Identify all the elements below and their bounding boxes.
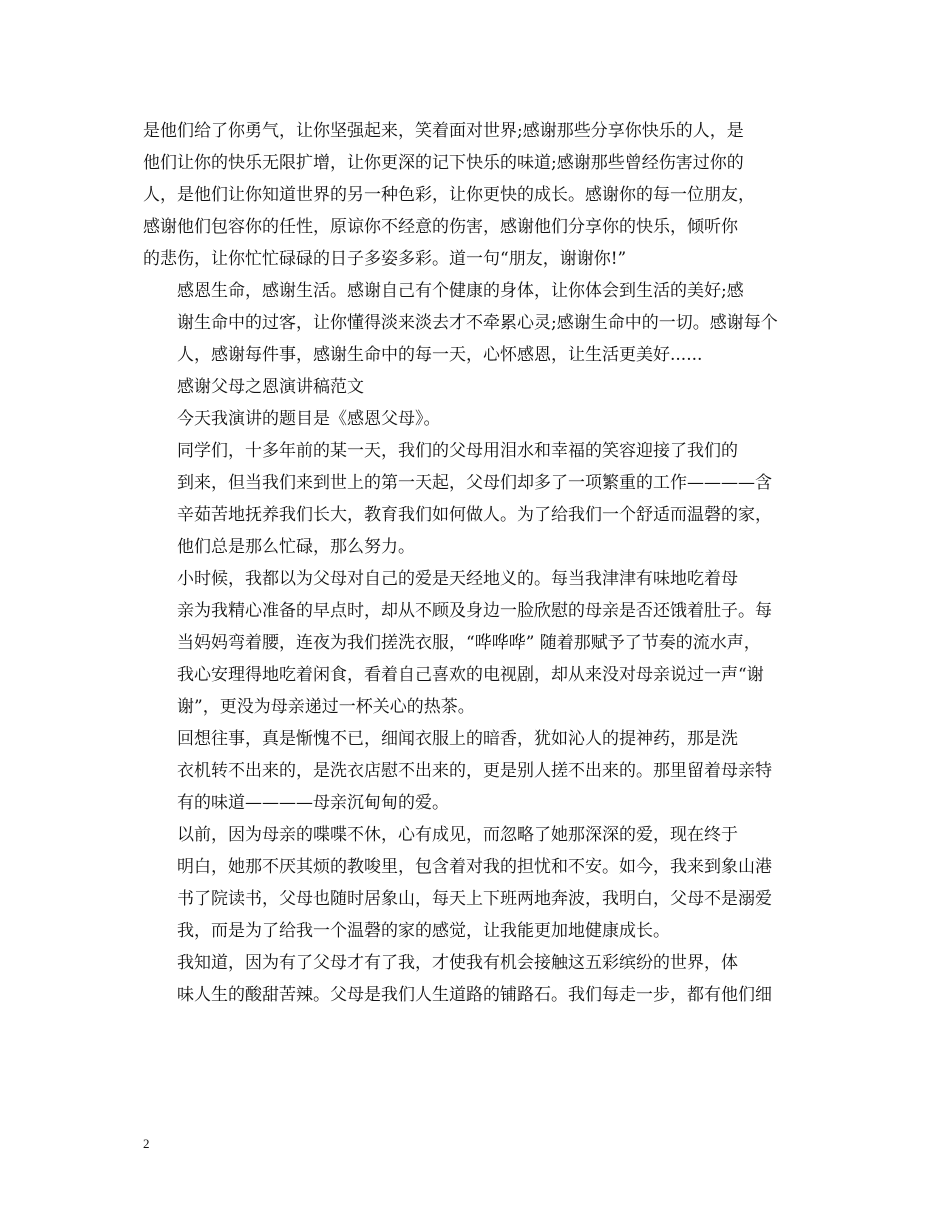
paragraph [143, 819, 823, 947]
paragraph-line: 书了院读书，父母也随时居象山，每天上下班两地奔波，我明白，父母不是溺爱 [177, 889, 772, 909]
paragraph-line: 同学们，十多年前的某一天，我们的父母用泪水和幸福的笑容迎接了我们的 [177, 441, 738, 461]
paragraph-line: 衣机转不出来的，是洗衣店慰不出来的，更是别人搓不出来的。那里留着母亲特 [177, 761, 772, 781]
paragraph-line: 人，是他们让你知道世界的另一种色彩，让你更快的成长。感谢你的每一位朋友， [143, 185, 755, 205]
paragraph-line: 感谢父母之恩演讲稿范文 [177, 377, 364, 397]
paragraph-line: 谢”，更没为母亲递过一杯关心的热茶。 [177, 697, 475, 717]
paragraph [143, 435, 823, 563]
paragraph-line: 的悲伤，让你忙忙碌碌的日子多姿多彩。道一句“朋友，谢谢你!” [143, 249, 627, 269]
paragraph-line: 我知道，因为有了父母才有了我，才使我有机会接触这五彩缤纷的世界，体 [177, 953, 738, 973]
page-number: 2 [143, 1136, 150, 1151]
paragraph [143, 115, 823, 275]
document-body [143, 115, 823, 1011]
paragraph-line: 是他们给了你勇气，让你坚强起来，笑着面对世界;感谢那些分享你快乐的人，是 [143, 121, 744, 141]
paragraph-line: 回想往事，真是惭愧不已，细闻衣服上的暗香，犹如沁人的提神药，那是洗 [177, 729, 738, 749]
paragraph-line: 今天我演讲的题目是《感恩父母》。 [177, 409, 441, 429]
paragraph [143, 723, 823, 819]
paragraph-line: 人，感谢每件事，感谢生命中的每一天，心怀感恩，让生活更美好...... [177, 345, 703, 365]
paragraph [143, 275, 823, 371]
paragraph-line: 亲为我精心准备的早点时，却从不顾及身边一脸欣慰的母亲是否还饿着肚子。每 [177, 601, 772, 621]
paragraph-line: 有的味道————母亲沉甸甸的爱。 [177, 793, 449, 813]
paragraph-line: 当妈妈弯着腰，连夜为我们搓洗衣服，“哗哗哗” 随着那赋予了节奏的流水声， [177, 633, 761, 653]
paragraph-line: 小时候，我都以为父母对自己的爱是天经地义的。每当我津津有味地吃着母 [177, 569, 738, 589]
paragraph-line: 谢生命中的过客，让你懂得淡来淡去才不牵累心灵;感谢生命中的一切。感谢每个 [177, 313, 778, 333]
paragraph-line: 我心安理得地吃着闲食，看着自己喜欢的电视剧，却从来没对母亲说过一声“谢 [177, 665, 764, 685]
paragraph-line: 到来，但当我们来到世上的第一天起，父母们却多了一项繁重的工作————含 [177, 473, 772, 493]
paragraph [143, 563, 823, 723]
paragraph-line: 感恩生命，感谢生活。感谢自己有个健康的身体，让你体会到生活的美好;感 [177, 281, 744, 301]
paragraph-line: 以前，因为母亲的喋喋不休，心有成见，而忽略了她那深深的爱，现在终于 [177, 825, 738, 845]
paragraph-line: 明白，她那不厌其烦的教唆里，包含着对我的担忧和不安。如今，我来到象山港 [177, 857, 772, 877]
paragraph-line: 他们让你的快乐无限扩增，让你更深的记下快乐的味道;感谢那些曾经伤害过你的 [143, 153, 744, 173]
paragraph-line: 辛茹苦地抚养我们长大，教育我们如何做人。为了给我们一个舒适而温磬的家， [177, 505, 772, 525]
paragraph [143, 947, 823, 1011]
paragraph-line: 我，而是为了给我一个温磬的家的感觉，让我能更加地健康成长。 [177, 921, 670, 941]
paragraph-line: 感谢他们包容你的任性，原谅你不经意的伤害，感谢他们分享你的快乐，倾听你 [143, 217, 738, 237]
paragraph-line: 味人生的酸甜苦辣。父母是我们人生道路的铺路石。我们每走一步，都有他们细 [177, 985, 772, 1005]
paragraph [143, 371, 823, 403]
paragraph-line: 他们总是那么忙碌，那么努力。 [177, 537, 415, 557]
paragraph [143, 403, 823, 435]
